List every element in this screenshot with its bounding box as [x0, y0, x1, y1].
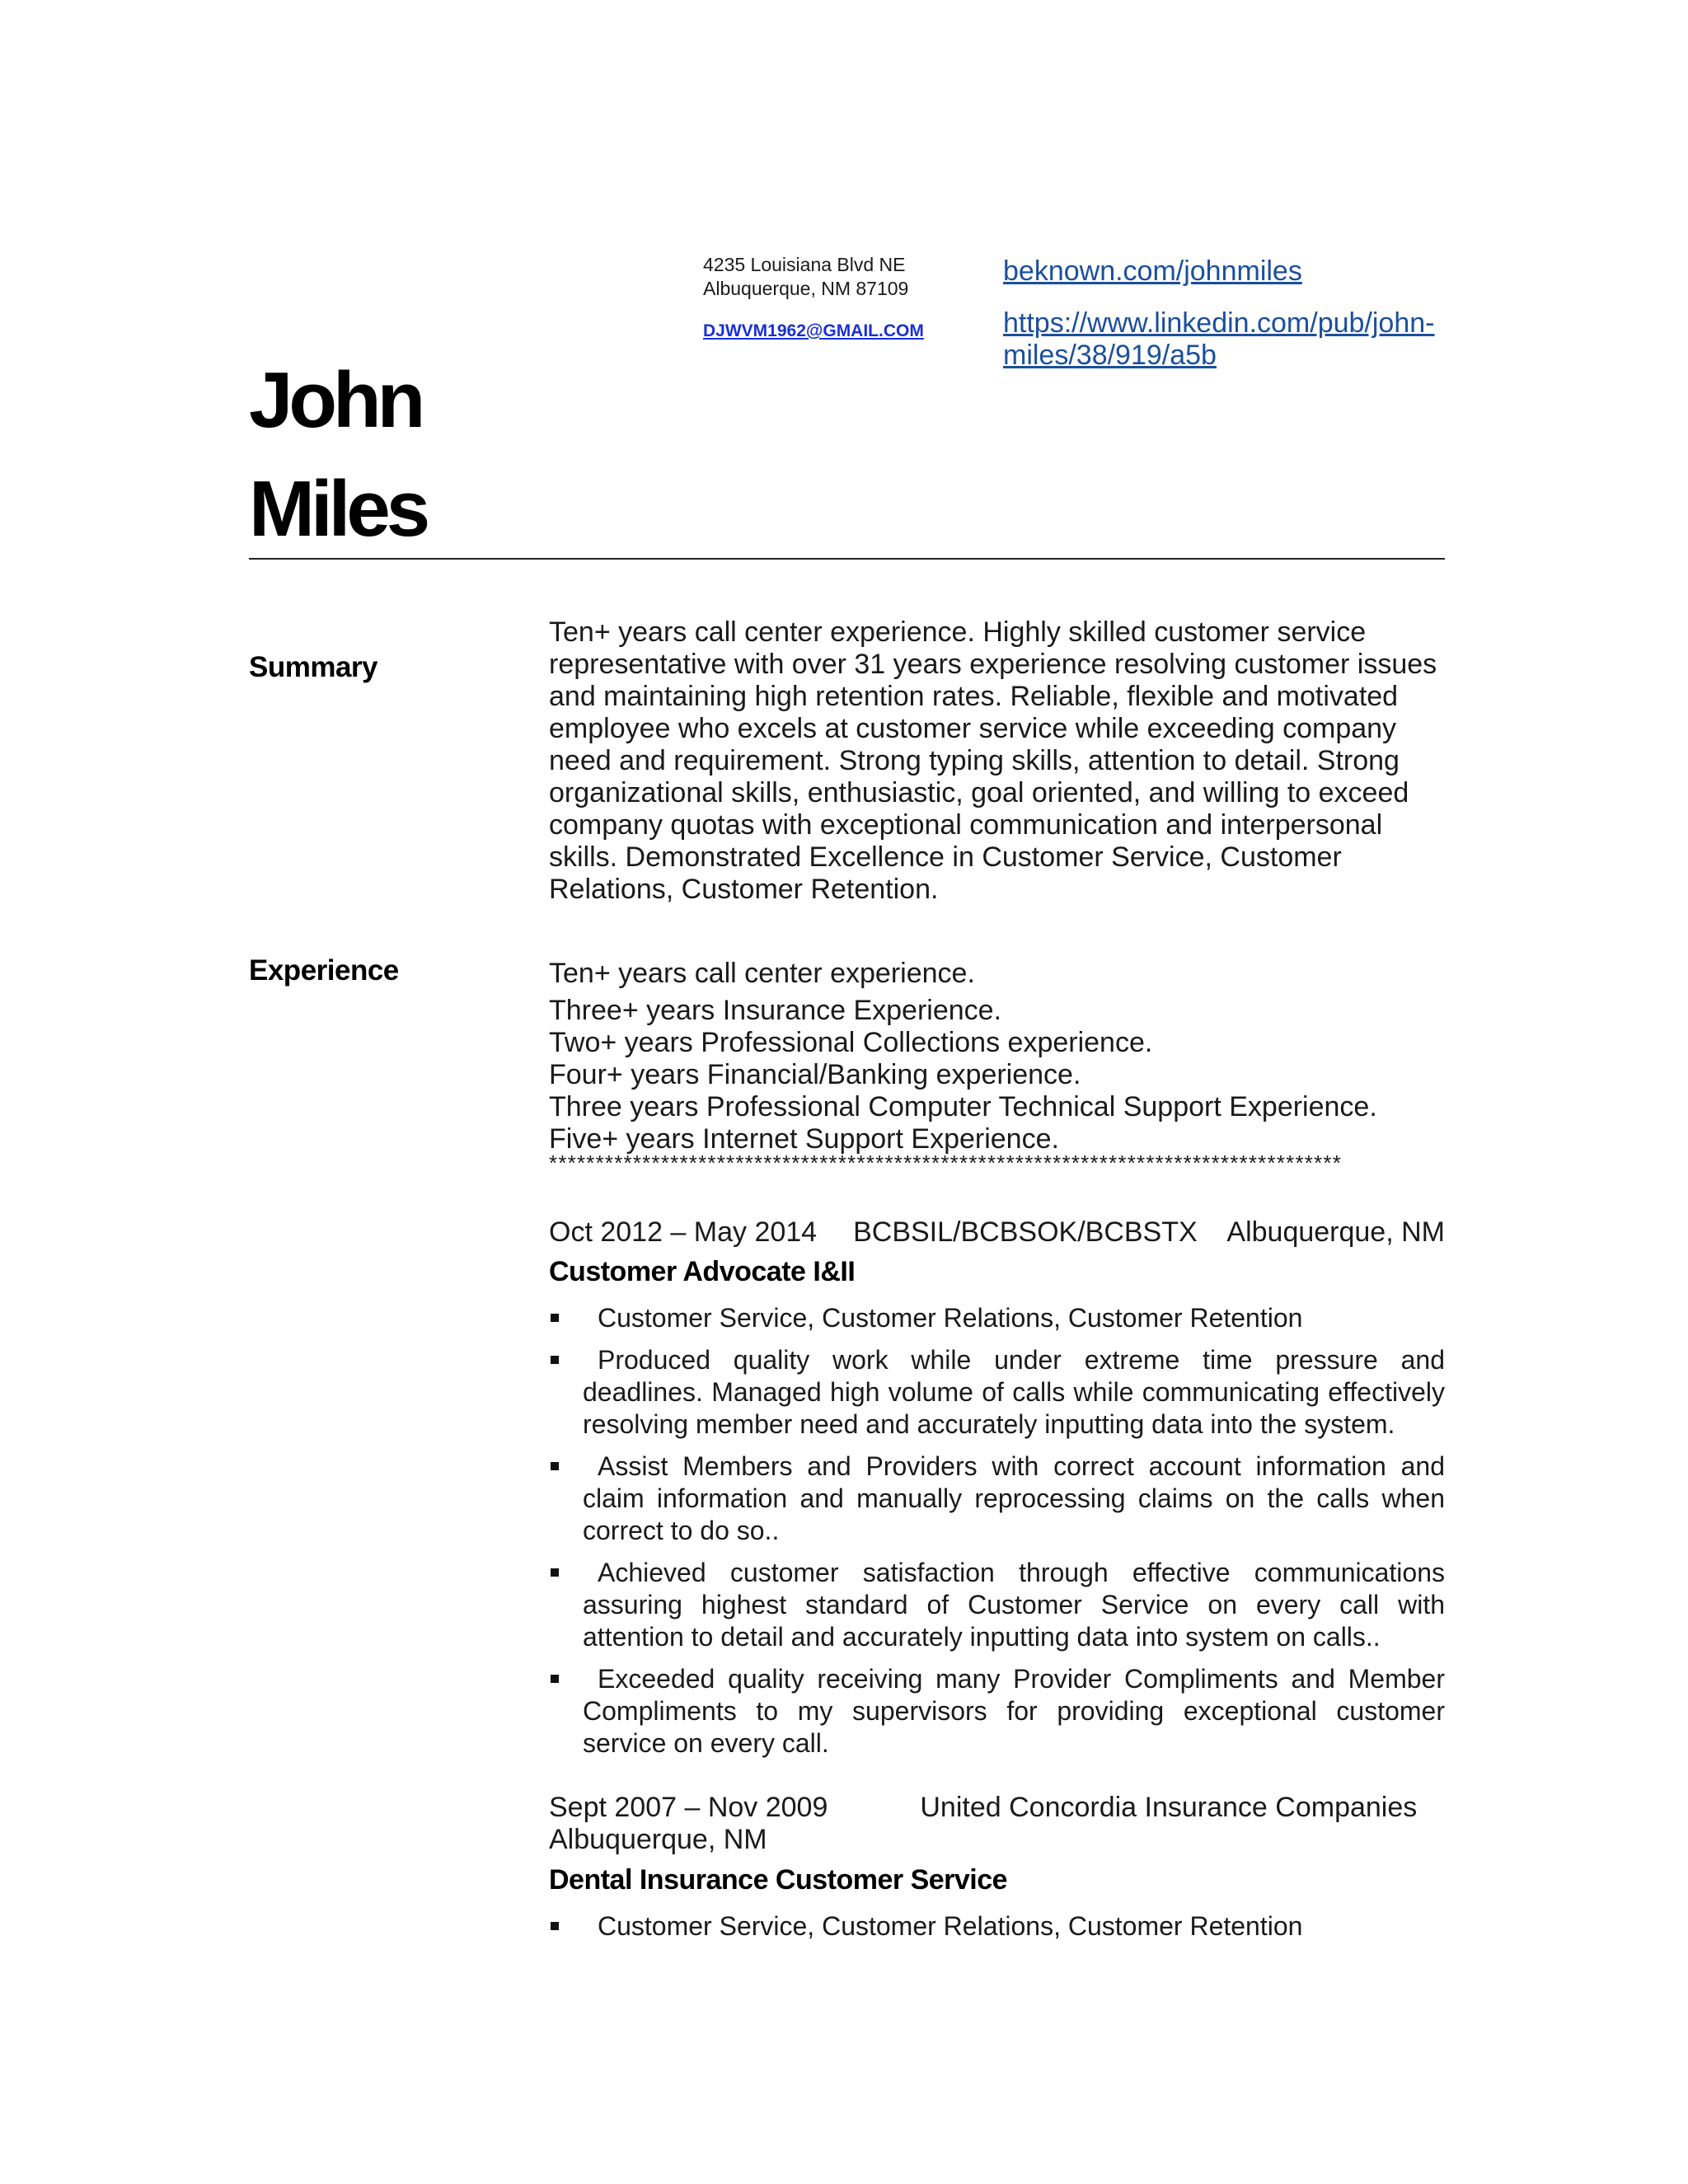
job-dates: Sept 2007 – Nov 2009 [549, 1792, 828, 1823]
job-location: Albuquerque, NM [1226, 1216, 1445, 1248]
bullet-marker [551, 1568, 559, 1577]
experience-heading: Experience [249, 954, 399, 987]
candidate-name [249, 346, 426, 564]
experience-overview-line: Three years Professional Computer Technical Support Experience. [549, 1091, 1377, 1122]
job-title: Customer Advocate I&II [549, 1256, 856, 1287]
job-header [549, 1792, 1445, 1856]
job-bullets [549, 1302, 1445, 1769]
email-link[interactable]: DJWVM1962@GMAIL.COM [703, 321, 924, 340]
summary-line: organizational skills, enthusiastic, goal oriented, and willing to exceed [549, 777, 1409, 808]
list-item: Exceeded quality receiving many Provider Compliments and Member Compliments to my supervisors for providing exceptional customer service on every call. [549, 1663, 1445, 1760]
linkedin-link-line-1[interactable]: https://www.linkedin.com/pub/john- [1003, 307, 1435, 339]
last-name: Miles [249, 465, 427, 553]
list-item: Customer Service, Customer Relations, Customer Retention [549, 1910, 1445, 1943]
job-company: United Concordia Insurance Companies [920, 1792, 1418, 1823]
address-line-2: Albuquerque, NM 87109 [703, 278, 909, 299]
bullet-marker [551, 1314, 559, 1322]
summary-line: Ten+ years call center experience. Highly skilled customer service [549, 616, 1367, 648]
job-header [549, 1216, 1445, 1249]
job-location: Albuquerque, NM [549, 1824, 767, 1855]
bullet-marker [551, 1356, 559, 1364]
list-item: Customer Service, Customer Relations, Customer Retention [549, 1302, 1445, 1334]
job-bullets [549, 1910, 1445, 1952]
summary-line: employee who excels at customer service while exceeding company [549, 713, 1397, 744]
experience-overview-line: Three+ years Insurance Experience. [549, 995, 1002, 1026]
experience-overview-line: Two+ years Professional Collections experience. [549, 1027, 1153, 1058]
header-divider [249, 558, 1445, 560]
summary-line: and maintaining high retention rates. Reliable, flexible and motivated [549, 681, 1399, 712]
summary-line: representative with over 31 years experience resolving customer issues [549, 649, 1437, 680]
separator-line: ************************************************************************************* [549, 1151, 1343, 1175]
list-item: Achieved customer satisfaction through effective communications assuring highest standard of Customer Service on every call with attention to detail and accurately inputting data into system on calls.. [549, 1557, 1445, 1653]
linkedin-link[interactable] [1003, 307, 1434, 372]
experience-overview-line: Five+ years Internet Support Experience. [549, 1123, 1059, 1155]
bullet-marker [551, 1922, 559, 1930]
list-item: Produced quality work while under extreme time pressure and deadlines. Managed high volume of calls while communicating effectively resolving member need and accurately inputting data into the system. [549, 1344, 1445, 1441]
bullet-marker [551, 1462, 559, 1470]
summary-heading: Summary [249, 651, 378, 683]
job-company: BCBSIL/BCBSOK/BCBSTX [853, 1216, 1198, 1248]
first-name: John [249, 356, 422, 444]
address-line-1: 4235 Louisiana Blvd NE [703, 254, 906, 275]
summary-line: Relations, Customer Retention. [549, 874, 939, 905]
list-item: Assist Members and Providers with correct account information and claim information and manually reprocessing claims on the calls when correct to do so.. [549, 1451, 1445, 1547]
bullet-marker [551, 1675, 559, 1683]
summary-line: need and requirement. Strong typing skills, attention to detail. Strong [549, 745, 1400, 776]
job-dates: Oct 2012 – May 2014 [549, 1216, 818, 1248]
linkedin-link-line-2[interactable]: miles/38/919/a5b [1003, 340, 1217, 371]
summary-line: skills. Demonstrated Excellence in Customer Service, Customer [549, 841, 1342, 873]
address-block [703, 253, 908, 301]
experience-overview [549, 958, 1447, 1155]
summary-line: company quotas with exceptional communication and interpersonal [549, 809, 1383, 841]
experience-overview-line: Four+ years Financial/Banking experience. [549, 1059, 1081, 1090]
summary-text [549, 616, 1447, 906]
beknown-link[interactable]: beknown.com/johnmiles [1003, 255, 1302, 287]
job-title: Dental Insurance Customer Service [549, 1864, 1008, 1896]
experience-overview-line: Ten+ years call center experience. [549, 958, 975, 989]
